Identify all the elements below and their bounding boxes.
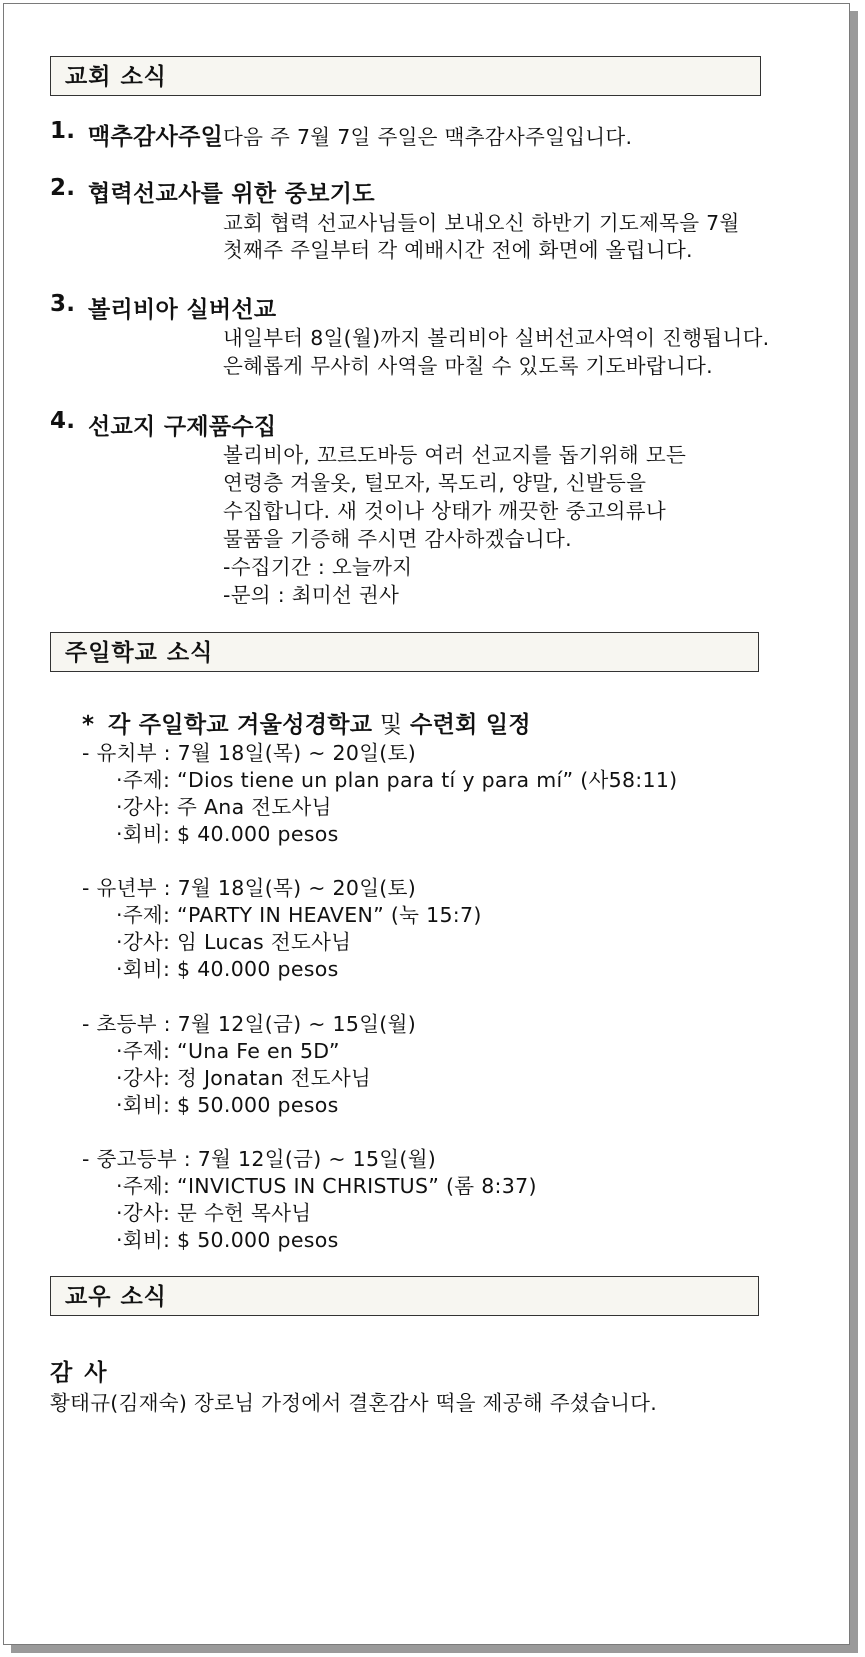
group-theme: ·주제: “PARTY IN HEAVEN” (눅 15:7) xyxy=(116,903,482,927)
group-fee: ·회비: $ 40.000 pesos xyxy=(116,822,339,846)
item-1-number: 1. xyxy=(50,118,76,144)
sunday-school-header: 주일학교 소식 xyxy=(50,632,759,672)
group-dept: - 유치부 : 7월 18일(목) ~ 20일(토) xyxy=(82,741,417,765)
item-4-line: -문의 : 최미선 권사 xyxy=(223,583,400,607)
item-3-line: 내일부터 8일(월)까지 볼리비아 실버선교사역이 진행됩니다. xyxy=(223,326,770,350)
group-dept: - 초등부 : 7월 12일(금) ~ 15일(월) xyxy=(82,1012,417,1036)
item-4-number: 4. xyxy=(50,408,76,434)
item-2-line: 교회 협력 선교사님들이 보내오신 하반기 기도제목을 7월 xyxy=(223,211,740,235)
item-1-title: 맥추감사주일 xyxy=(88,124,224,150)
group-speaker: ·강사: 주 Ana 전도사님 xyxy=(116,795,332,819)
group-fee: ·회비: $ 40.000 pesos xyxy=(116,957,339,981)
church-news-header: 교회 소식 xyxy=(50,56,761,96)
thanks-text: 황태규(김재숙) 장로님 가정에서 결혼감사 떡을 제공해 주셨습니다. xyxy=(50,1391,658,1415)
group-theme: ·주제: “Dios tiene un plan para tí y para mí” (사58:11) xyxy=(116,768,678,792)
group-speaker: ·강사: 문 수헌 목사님 xyxy=(116,1201,312,1225)
item-4-line: 물품을 기증해 주시면 감사하겠습니다. xyxy=(223,527,572,551)
item-2-number: 2. xyxy=(50,175,76,201)
group-theme: ·주제: “Una Fe en 5D” xyxy=(116,1039,340,1063)
group-speaker: ·강사: 정 Jonatan 전도사님 xyxy=(116,1066,372,1090)
schedule-title-part2: 및 xyxy=(379,712,403,738)
group-speaker: ·강사: 임 Lucas 전도사님 xyxy=(116,930,352,954)
group-theme: ·주제: “INVICTUS IN CHRISTUS” (롬 8:37) xyxy=(116,1174,537,1198)
item-4-line: 볼리비아, 꼬르도바등 여러 선교지를 돕기위해 모든 xyxy=(223,443,687,467)
item-4-title: 선교지 구제품수집 xyxy=(88,414,277,440)
item-4-line: 수집합니다. 새 것이나 상태가 깨끗한 중고의류나 xyxy=(223,499,666,523)
item-3-number: 3. xyxy=(50,291,76,317)
group-fee: ·회비: $ 50.000 pesos xyxy=(116,1228,339,1252)
group-dept: - 유년부 : 7월 18일(목) ~ 20일(토) xyxy=(82,876,417,900)
item-4-line: -수집기간 : 오늘까지 xyxy=(223,555,413,579)
schedule-title-part1: 각 주일학교 겨울성경학교 xyxy=(107,712,373,738)
item-3-title: 볼리비아 실버선교 xyxy=(88,297,277,323)
member-news-header: 교우 소식 xyxy=(50,1276,759,1316)
thanks-title: 감 사 xyxy=(50,1360,109,1386)
item-2-line: 첫째주 주일부터 각 예배시간 전에 화면에 올립니다. xyxy=(223,238,693,262)
item-4-line: 연령층 겨울옷, 털모자, 목도리, 양말, 신발등을 xyxy=(223,471,647,495)
item-3-line: 은혜롭게 무사히 사역을 마칠 수 있도록 기도바랍니다. xyxy=(223,354,713,378)
schedule-title xyxy=(82,706,531,739)
schedule-title-part3: 수련회 일정 xyxy=(410,712,531,738)
schedule-star: * xyxy=(82,712,95,738)
group-dept: - 중고등부 : 7월 12일(금) ~ 15일(월) xyxy=(82,1147,437,1171)
group-fee: ·회비: $ 50.000 pesos xyxy=(116,1093,339,1117)
item-1-text: 다음 주 7월 7일 주일은 맥추감사주일입니다. xyxy=(223,125,633,149)
item-2-title: 협력선교사를 위한 중보기도 xyxy=(88,181,375,207)
